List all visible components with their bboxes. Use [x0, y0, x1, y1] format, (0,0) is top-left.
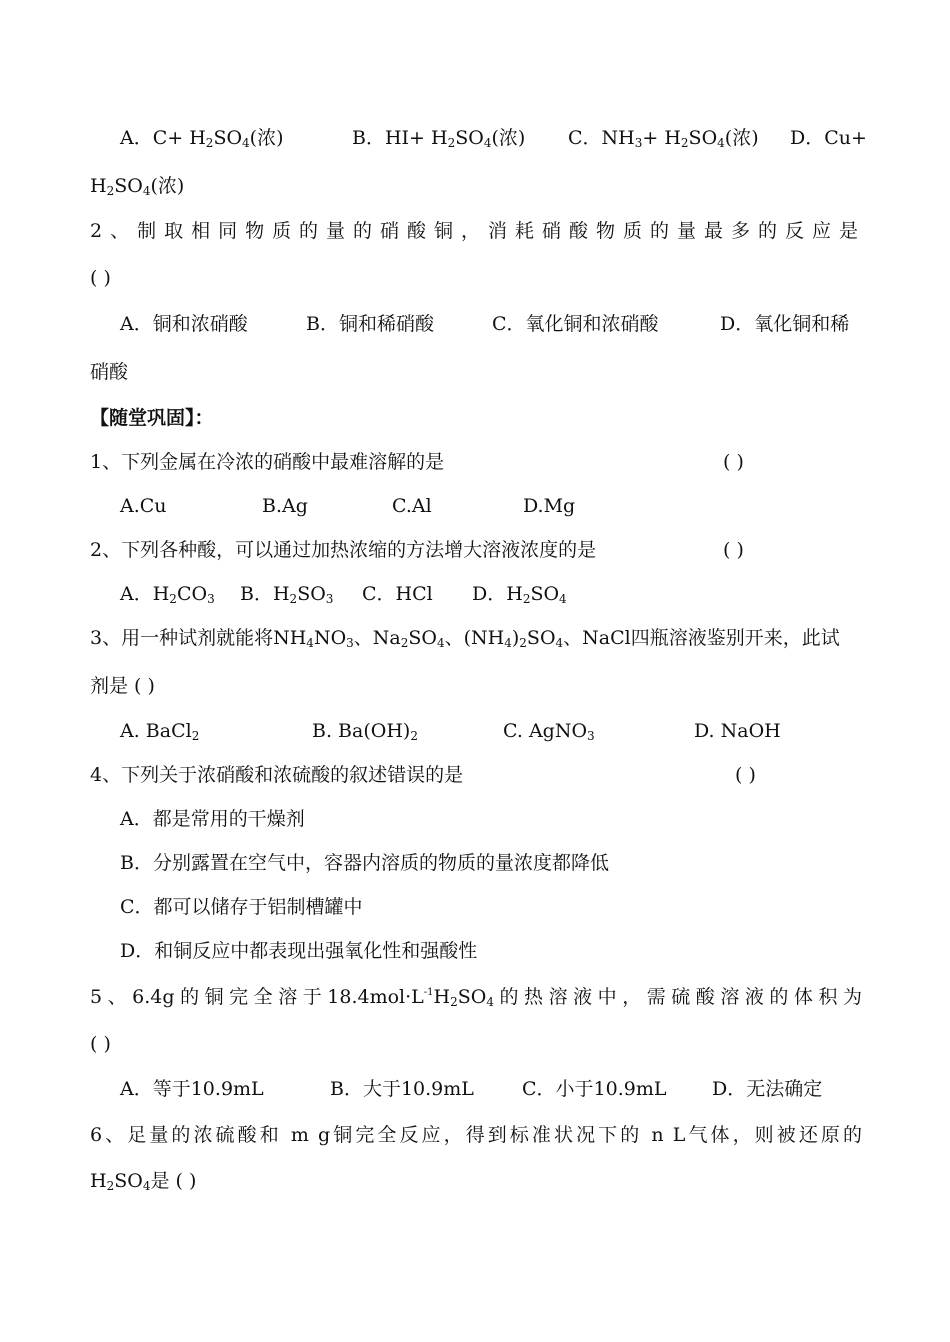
p5-option-d: D．无法确定 — [712, 1078, 823, 1100]
q1-option-b: B．$HI+ H_2SO_4$(浓) — [352, 127, 526, 150]
p1-question: 1、下列金属在冷浓的硝酸中最难溶解的是 — [90, 451, 445, 473]
q2-option-c: C．氧化铜和浓硝酸 — [492, 313, 659, 335]
p3-option-a: A. BaCl$_2$ — [120, 720, 200, 743]
p5-option-c: C．小于10.9mL — [522, 1078, 667, 1100]
p1-answer-paren: ( ) — [723, 451, 744, 473]
q2-option-d: D．氧化铜和稀 — [720, 313, 850, 335]
p5-question-line1: 5、6.4g的铜完全溶于$18.4mol\cdot L^{-1}H_2SO_4$的热溶液中，需硫酸溶液的体积为 — [90, 986, 862, 1009]
q2-question-line1: 2、制取相同物质的量的硝酸铜，消耗硝酸物质的量最多的反应是 — [90, 220, 862, 242]
p4-answer-paren: ( ) — [735, 764, 756, 786]
q1-option-a: A．$C+ H_2SO_4$(浓) — [120, 127, 284, 150]
p6-question-line1: 6、足量的浓硫酸和 m g铜完全反应，得到标准状况下的 n L气体，则被还原的 — [90, 1124, 862, 1146]
p3-option-c: C. AgNO$_3$ — [503, 720, 595, 743]
p2-option-a: A．$H_2CO_3$ — [120, 583, 215, 606]
p4-option-b: B．分别露置在空气中，容器内溶质的物质的量浓度都降低 — [120, 852, 609, 874]
p2-answer-paren: ( ) — [723, 539, 744, 561]
p1-option-a: A.Cu — [120, 495, 167, 517]
q2-answer-paren: ( ) — [90, 267, 111, 289]
q2-option-d-continued: 硝酸 — [90, 361, 129, 383]
p2-option-c: C．HCl — [362, 583, 433, 605]
section-title: 【随堂巩固】： — [90, 407, 214, 429]
p2-option-d: D．$H_2SO_4$ — [472, 583, 567, 606]
p6-question-line2: $H_2SO_4$是 ( ) — [90, 1170, 197, 1193]
p5-option-b: B．大于10.9mL — [330, 1078, 474, 1100]
q1-option-d: D．Cu+ — [790, 127, 867, 149]
q2-option-b: B．铜和稀硝酸 — [306, 313, 434, 335]
p4-question: 4、下列关于浓硝酸和浓硫酸的叙述错误的是 — [90, 764, 464, 786]
p3-question-line1: 3、用一种试剂就能将$NH_4NO_3$、$Na_2SO_4$、$(NH_4)_2SO_4$、NaCl四瓶溶液鉴别开来，此试 — [90, 627, 840, 650]
p3-question-line2: 剂是 ( ) — [90, 675, 155, 697]
p2-option-b: B．$H_2SO_3$ — [240, 583, 334, 606]
p4-option-a: A．都是常用的干燥剂 — [120, 808, 305, 830]
p1-option-d: D.Mg — [523, 495, 576, 517]
p1-option-b: B.Ag — [262, 495, 308, 517]
p4-option-c: C．都可以储存于铝制槽罐中 — [120, 896, 363, 918]
q2-option-a: A．铜和浓硝酸 — [120, 313, 248, 335]
p2-question: 2、下列各种酸，可以通过加热浓缩的方法增大溶液浓度的是 — [90, 539, 597, 561]
p5-option-a: A．等于10.9mL — [120, 1078, 264, 1100]
q1-option-d-continued: $H_2SO_4$(浓) — [90, 175, 185, 198]
p1-option-c: C.Al — [392, 495, 432, 517]
p5-answer-paren: ( ) — [90, 1033, 111, 1055]
p4-option-d: D．和铜反应中都表现出强氧化性和强酸性 — [120, 940, 478, 962]
p3-option-d: D. NaOH — [694, 720, 781, 742]
p3-option-b: B. $Ba(OH)_2$ — [312, 720, 418, 743]
q1-option-c: C．$NH_3+ H_2SO_4$(浓) — [568, 127, 759, 150]
